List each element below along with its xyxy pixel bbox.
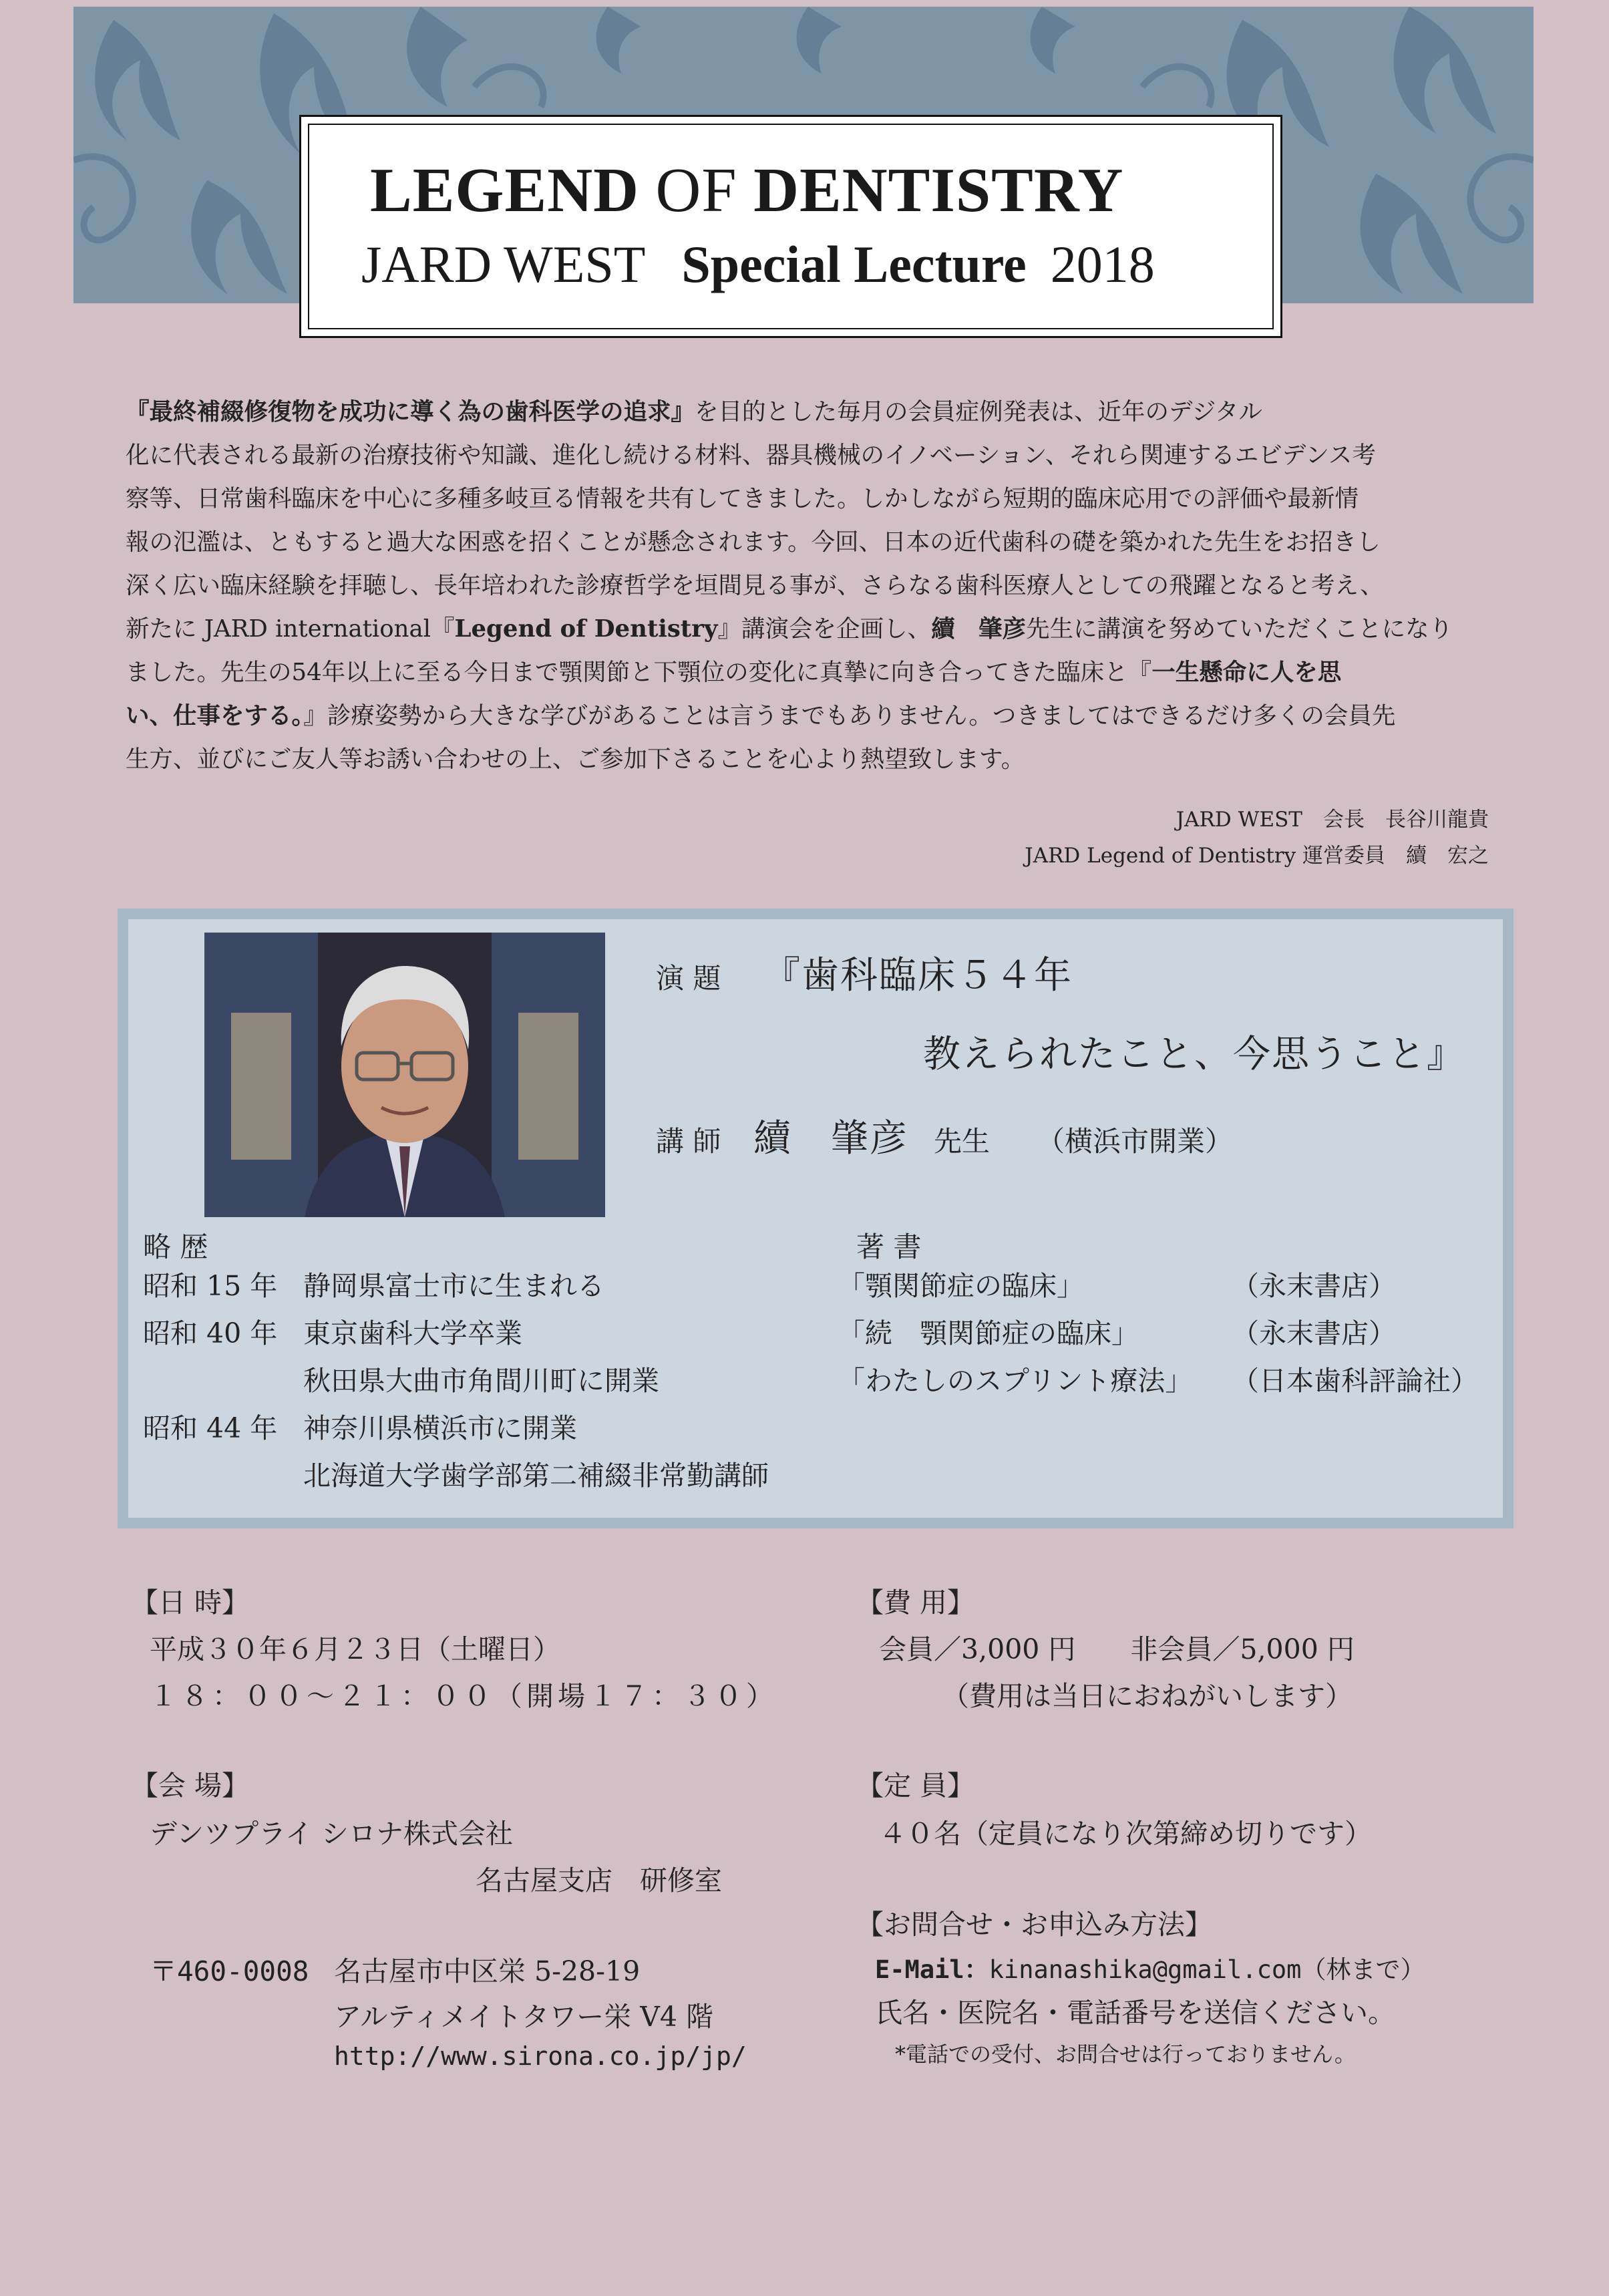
contact-label: 【お問合せ・お申込み方法】 bbox=[856, 1909, 1212, 1941]
event-date: 平成３０年６月２３日（土曜日） bbox=[150, 1633, 560, 1665]
book-row: 「わたしのスプリント療法」 （日本歯科評論社） bbox=[838, 1365, 1478, 1397]
capacity-label: 【定 員】 bbox=[856, 1770, 975, 1802]
topic-label: 演 題 bbox=[656, 962, 721, 995]
fee-line1: 会員／3,000 円 非会員／5,000 円 bbox=[879, 1633, 1355, 1665]
signature-committee: JARD Legend of Dentistry 運営委員 續 宏之 bbox=[1025, 844, 1489, 868]
lecturer-place: （横浜市開業） bbox=[1037, 1125, 1234, 1158]
career-row: 昭和 15 年 静岡県富士市に生まれる bbox=[143, 1270, 604, 1302]
venue-address2: アルティメイトタワー栄 V4 階 bbox=[334, 2001, 714, 2033]
topic-line1: 『歯科臨床５４年 bbox=[763, 954, 1073, 997]
venue-url-link[interactable]: http://www.sirona.co.jp/jp/ bbox=[334, 2041, 747, 2071]
venue-postal: 〒460-0008 bbox=[150, 1955, 309, 1987]
contact-email-link[interactable]: kinanashika@gmail.com bbox=[989, 1955, 1302, 1984]
main-title: LEGEND OF DENTISTRY bbox=[370, 156, 1124, 225]
venue-label: 【会 場】 bbox=[131, 1770, 250, 1802]
career-row: 昭和 40 年 東京歯科大学卒業 bbox=[143, 1317, 522, 1349]
career-label: 略 歴 bbox=[143, 1231, 208, 1263]
book-row: 「続 顎関節症の臨床」 （永末書店） bbox=[838, 1317, 1396, 1349]
venue-company: デンツプライ シロナ株式会社 bbox=[150, 1818, 513, 1850]
career-row: 北海道大学歯学部第二補綴非常勤講師 bbox=[303, 1460, 769, 1492]
signature-president: JARD WEST 会長 長谷川龍貴 bbox=[1176, 808, 1489, 832]
contact-note: *電話での受付、お問合せは行っておりません。 bbox=[895, 2041, 1356, 2067]
lecturer-name: 續 肇彦 bbox=[753, 1117, 908, 1160]
datetime-label: 【日 時】 bbox=[131, 1587, 250, 1619]
books-list bbox=[838, 1263, 1478, 1405]
book-row: 「顎関節症の臨床」 （永末書店） bbox=[838, 1270, 1396, 1302]
contact-email-line: E-Mail：kinanashika@gmail.com（林まで） bbox=[875, 1955, 1425, 1984]
venue-branch: 名古屋支店 研修室 bbox=[476, 1864, 722, 1897]
lecturer-title: 先生 bbox=[934, 1125, 991, 1158]
title-box bbox=[299, 115, 1282, 338]
career-row: 昭和 44 年 神奈川県横浜市に開業 bbox=[143, 1412, 577, 1444]
venue-address1: 名古屋市中区栄 5-28-19 bbox=[334, 1955, 641, 1987]
topic-line2: 教えられたこと、今思うこと』 bbox=[923, 1033, 1465, 1076]
career-list bbox=[143, 1263, 769, 1500]
event-time: １８：００～２１：００（開場１７：３０） bbox=[150, 1680, 777, 1712]
signatures bbox=[1025, 802, 1489, 874]
fee-label: 【費 用】 bbox=[856, 1587, 975, 1619]
subtitle: JARD WEST Special Lecture 2018 bbox=[361, 235, 1155, 293]
career-row: 秋田県大曲市角間川町に開業 bbox=[303, 1365, 659, 1397]
books-label: 著 書 bbox=[856, 1231, 922, 1263]
capacity-text: ４０名（定員になり次第締め切りです） bbox=[879, 1818, 1372, 1850]
speaker-photo bbox=[204, 933, 605, 1217]
fee-line2: （費用は当日におねがいします） bbox=[942, 1680, 1353, 1712]
speaker-box-inner bbox=[128, 919, 1503, 1518]
speaker-box bbox=[118, 909, 1513, 1528]
lecturer-label: 講 師 bbox=[656, 1125, 721, 1158]
contact-instructions: 氏名・医院名・電話番号を送信ください。 bbox=[875, 1997, 1395, 2029]
intro-paragraph: 『最終補綴修復物を成功に導く為の歯科医学の追求』を目的とした毎月の会員症例発表は、近年のデジタル 化に代表される最新の治療技術や知識、進化し続ける材料、器具機械のイノベーション、それら関連するエビデンス考 察等、日常歯科臨床を中心に多種多岐亘る情報を共有してきました。しかしながら短期的臨床応用での評価や最新情 報の氾濫は、ともすると過大な困惑を招くことが懸念されます。今回、日本の近代歯科の礎を築かれた先生をお招きし 深く広い臨床経験を拝聴し、長年培われた診療哲学を垣間見る事が、さらなる歯科医療人としての飛躍となると考え、 新たに JARD international『Legend of Dentistry』講演会を企画し、續 肇彦先生に講演を努めていただくことになり ました。先生の54年以上に至る今日まで顎関節と下顎位の変化に真摯に向き合ってきた臨床と『一生懸命に人を思 い、仕事をする。』診療姿勢から大きな学びがあることは言うまでもありません。つきましてはできるだけ多くの会員先 生方、並びにご友人等お誘い合わせの上、ご参加下さることを心より熱望致します。 bbox=[126, 398, 1453, 773]
